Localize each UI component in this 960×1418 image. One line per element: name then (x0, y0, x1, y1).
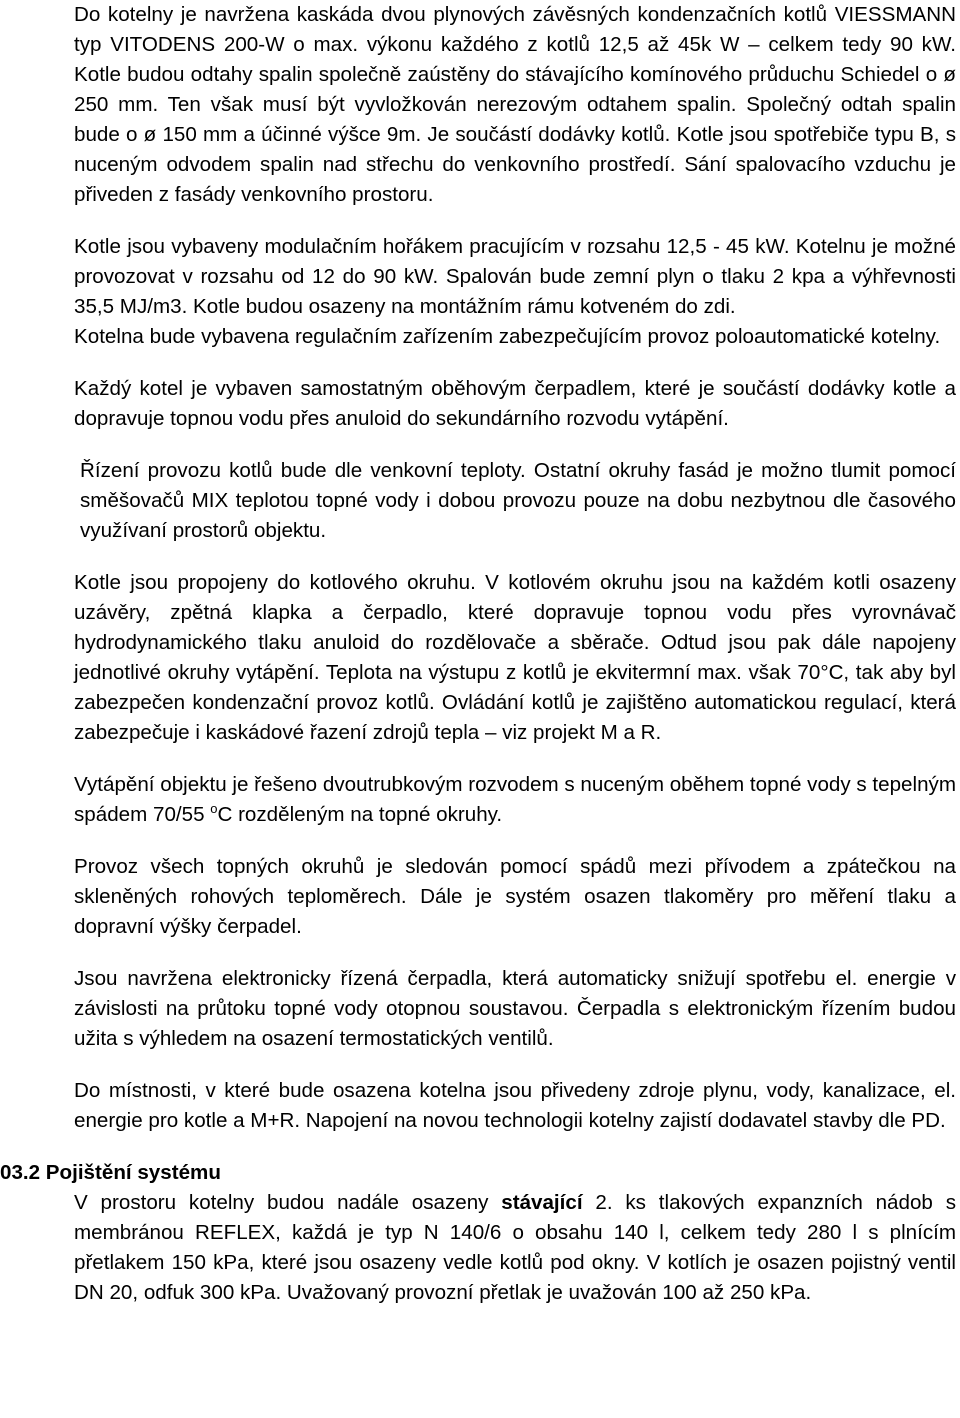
paragraph-pumps: Jsou navržena elektronicky řízená čerpadla, která automaticky snižují spotřebu el. energie v závislosti na průtoku topné vody otopnou soustavou. Čerpadla s elektronickým řízením budou užita s výhledem na osazení termostatických ventilů. (74, 967, 956, 1050)
paragraph-burner-modulation: Kotle jsou vybaveny modulačním hořákem pracujícím v rozsahu 12,5 - 45 kW. Kotelnu je možné provozovat v rozsahu od 12 do 90 kW. Spalován bude zemní plyn o tlaku 2 kpa a výhřevnosti 35,5 MJ/m3. Kotle budou osazeny na montážním rámu kotveném do zdi. (74, 235, 956, 318)
heating-text-a: Vytápění objektu je řešeno dvoutrubkovým rozvodem s nuceným oběhem topné vody s tepelným spádem 70/55 (74, 773, 956, 826)
paragraph-boiler-circuit: Kotle jsou propojeny do kotlového okruhu. V kotlovém okruhu jsou na každém kotli osazeny uzávěry, zpětná klapka a čerpadlo, které dopravuje topnou vodu přes vyrovnávač hydrodynamického tlaku anuloid do rozdělovače a sběrače. Odtud jsou pak dále napojeny jednotlivé okruhy vytápění. Teplota na výstupu z kotlů je ekvitermní max. však 70°C, tak aby byl zabezpečen kondenzační provoz kotlů. Ovládání kotlů je zajištěno automatickou regulací, která zabezpečuje i kaskádové řazení zdrojů tepla – viz projekt M a R. (74, 571, 956, 744)
vessels-text-a: V prostoru kotelny budou nadále osazeny (74, 1191, 502, 1214)
paragraph-circulation-pump: Každý kotel je vybaven samostatným oběhovým čerpadlem, které je součástí dodávky kotle a dopravuje topnou vodu přes anuloid do sekundárního rozvodu vytápění. (74, 377, 956, 430)
paragraph-regulation: Kotelna bude vybavena regulačním zařízením zabezpečujícím provoz poloautomatické kotelny. (74, 325, 941, 348)
paragraph-heating-system (0, 770, 956, 830)
paragraph-boiler-cascade: Do kotelny je navržena kaskáda dvou plynových závěsných kondenzačních kotlů VIESSMANN typ VITODENS 200-W o max. výkonu každého z kotlů 12,5 až 45k W – celkem tedy 90 kW. Kotle budou odtahy spalin společně zaústěny do stávajícího komínového průduchu Schiedel o ø 250 mm. Ten však musí být vyvložkován nerezovým odtahem spalin. Společný odtah spalin bude o ø 150 mm a účinné výšce 9m. Je součástí dodávky kotlů. Kotle jsou spotřebiče typu B, s nuceným odvodem spalin nad střechu do venkovního prostředí. Sání spalovacího vzduchu je přiveden z fasády venkovního prostoru. (74, 3, 956, 206)
vessels-text-bold: stávající (501, 1191, 583, 1214)
paragraph-expansion-vessels (0, 1188, 956, 1308)
paragraph-utilities: Do místnosti, v které bude osazena kotelna jsou přivedeny zdroje plynu, vody, kanalizace, el. energie pro kotle a M+R. Napojení na novou technologii kotelny zajistí dodavatel stavby dle PD. (74, 1079, 956, 1132)
vessels-text-b: 2. ks tlakových expanzních nádob s membránou REFLEX, každá je typ N 140/6 o obsahu 140 l, celkem tedy 280 l s plnícím přetlakem 150 kPa, které jsou osazeny vedle kotlů pod okny. V kotlích je osazen pojistný ventil DN 20, odfuk 300 kPa. Uvažovaný provozní přetlak je uvažován 100 až 250 kPa. (74, 1191, 956, 1304)
section-heading: 03.2 Pojištění systému (0, 1161, 221, 1184)
paragraph-monitoring: Provoz všech topných okruhů je sledován pomocí spádů mezi přívodem a zpátečkou na skleněných rohových teploměrech. Dále je systém osazen tlakoměry pro měření tlaku a dopravní výšky čerpadel. (74, 855, 956, 938)
degree-sup: o (210, 801, 218, 817)
paragraph-control: Řízení provozu kotlů bude dle venkovní teploty. Ostatní okruhy fasád je možno tlumit pomocí směšovačů MIX teplotou topné vody i dobou provozu pouze na dobu nezbytnou dle časového využívaní prostorů objektu. (80, 459, 956, 542)
heating-text-b: C rozděleným na topné okruhy. (217, 803, 503, 826)
